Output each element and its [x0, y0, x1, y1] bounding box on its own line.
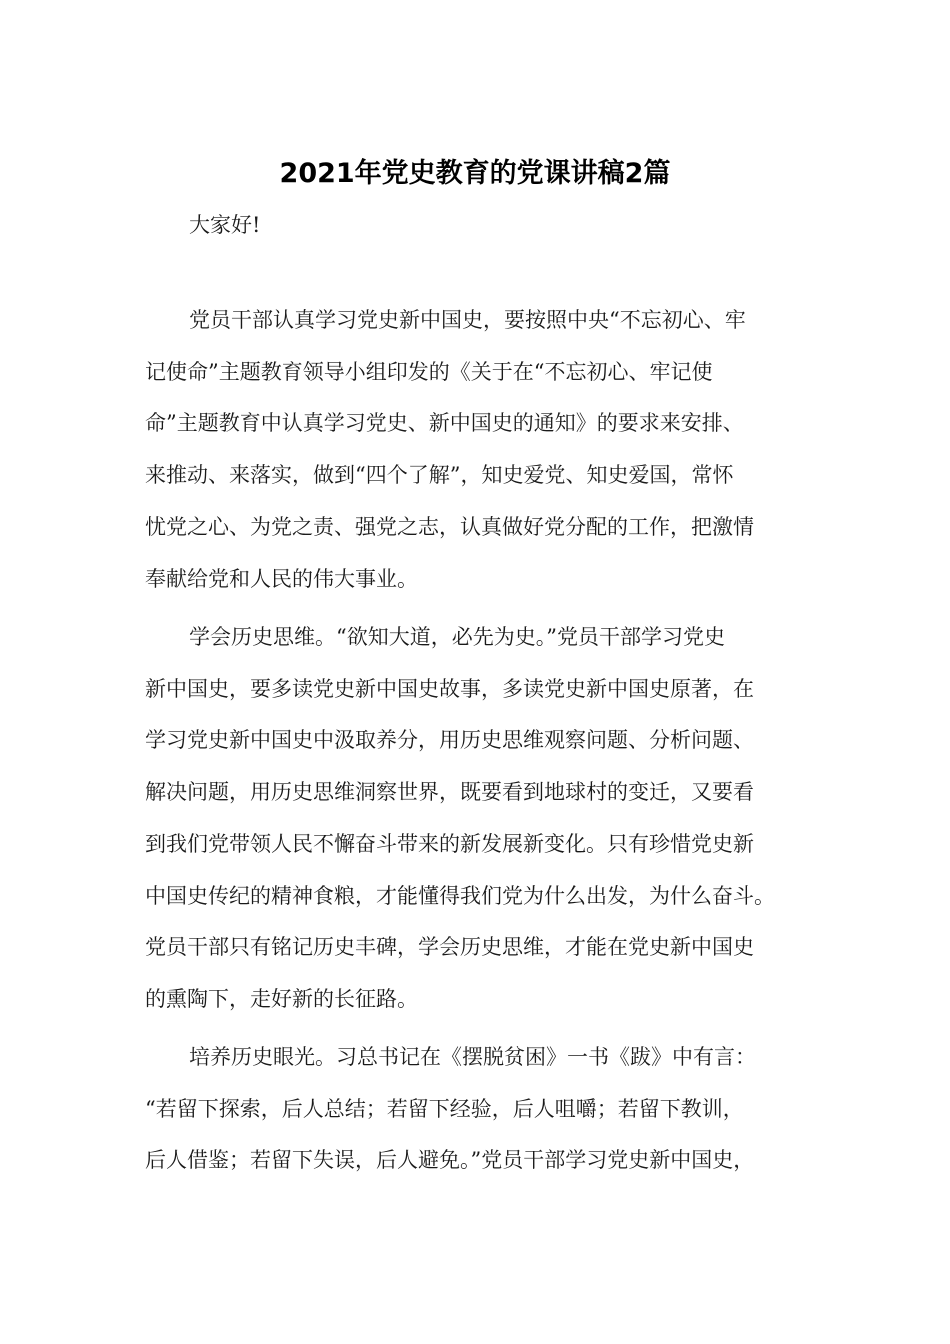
paragraph-line: 命”主题教育中认真学习党史、新中国史的通知》的要求来安排、 [145, 411, 744, 436]
paragraph-line: 来推动、来落实，做到“四个了解”，知史爱党、知史爱国，常怀 [145, 463, 734, 488]
paragraph-line: 中国史传纪的精神食粮，才能懂得我们党为什么出发，为什么奋斗。 [145, 883, 775, 908]
paragraph-line: 党员干部只有铭记历史丰碑，学会历史思维，才能在党史新中国史 [145, 935, 754, 960]
paragraph-line: 忧党之心、为党之责、强党之志，认真做好党分配的工作，把激情 [145, 514, 754, 539]
document-title: 2021年党史教育的党课讲稿2篇 [279, 158, 671, 189]
paragraph-1 [145, 295, 805, 605]
paragraph-line: 新中国史，要多读党史新中国史故事，多读党史新中国史原著，在 [145, 676, 754, 701]
paragraph-line: 党员干部认真学习党史新中国史，要按照中央“不忘初心、牢 [189, 308, 746, 332]
paragraph-line: 学习党史新中国史中汲取养分，用历史思维观察问题、分析问题、 [145, 728, 754, 753]
paragraph-line: 学会历史思维。“欲知大道，必先为史。”党员干部学习党史 [189, 625, 725, 649]
paragraph-line: “若留下探索，后人总结；若留下经验，后人咀嚼；若留下教训， [145, 1096, 744, 1121]
paragraph-line: 记使命”主题教育领导小组印发的《关于在“不忘初心、牢记使 [145, 359, 713, 384]
paragraph-line: 解决问题，用历史思维洞察世界，既要看到地球村的变迁，又要看 [145, 780, 754, 805]
paragraph-3 [145, 1032, 805, 1187]
paragraph-line: 的熏陶下，走好新的长征路。 [145, 986, 418, 1011]
greeting-text: 大家好! [189, 213, 261, 237]
paragraph-line: 培养历史眼光。习总书记在《摆脱贫困》一书《跋》中有言： [189, 1045, 756, 1069]
paragraph-line: 到我们党带领人民不懈奋斗带来的新发展新变化。只有珍惜党史新 [145, 831, 754, 856]
paragraph-2 [145, 612, 805, 1026]
paragraph-line: 后人借鉴；若留下失误，后人避免。”党员干部学习党史新中国史， [145, 1148, 755, 1173]
paragraph-line: 奉献给党和人民的伟大事业。 [145, 566, 418, 591]
